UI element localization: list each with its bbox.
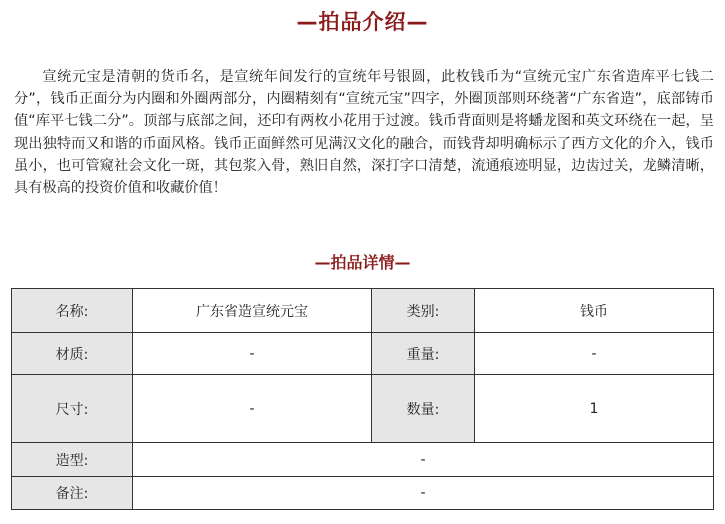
material-label: 材质:: [12, 333, 133, 375]
material-value: -: [133, 333, 372, 375]
quantity-label: 数量:: [372, 375, 475, 443]
table-row-name: [12, 289, 714, 333]
intro-paragraph: 宣统元宝是清朝的货币名，是宣统年间发行的宣统年号银圆，此枚钱币为“宣统元宝广东省造库平七钱二分”，钱币正面分为内圈和外圈两部分，内圈精刻有“宣统元宝”四字，外圈顶部则环绕著“广东省造”，底部铸币值“库平七钱二分”。顶部与底部之间，还印有两枚小花用于过渡。钱币背面则是将蟠龙图和英文环绕在一起，呈现出独特而又和谐的币面风格。钱币正面鲜然可见满汉文化的融合，而钱背却明确标示了西方文化的介入，钱币虽小，也可管窥社会文化一斑，其包浆入骨，熟旧自然，深打字口清楚，流通痕迹明显，边齿过关，龙鳞清晰，具有极高的投资价值和收藏价值！: [14, 69, 714, 197]
remark-value: -: [133, 477, 714, 510]
category-label: 类别:: [372, 289, 475, 333]
size-label: 尺寸:: [12, 375, 133, 443]
weight-label: 重量:: [372, 333, 475, 375]
category-value: 钱币: [475, 289, 714, 333]
quantity-value: 1: [475, 375, 714, 443]
remark-label: 备注:: [12, 477, 133, 510]
details-section-title: —拍品详情—: [314, 253, 411, 272]
table-row-shape: [12, 443, 714, 477]
name-value: 广东省造宣统元宝: [133, 289, 372, 333]
size-value: -: [133, 375, 372, 443]
weight-value: -: [475, 333, 714, 375]
shape-label: 造型:: [12, 443, 133, 477]
name-label: 名称:: [12, 289, 133, 333]
table-row-remark: [12, 477, 714, 510]
details-table: [11, 288, 714, 510]
intro-section-title: —拍品介绍—: [296, 10, 429, 34]
table-row-material: [12, 333, 714, 375]
shape-value: -: [133, 443, 714, 477]
table-row-size: [12, 375, 714, 443]
